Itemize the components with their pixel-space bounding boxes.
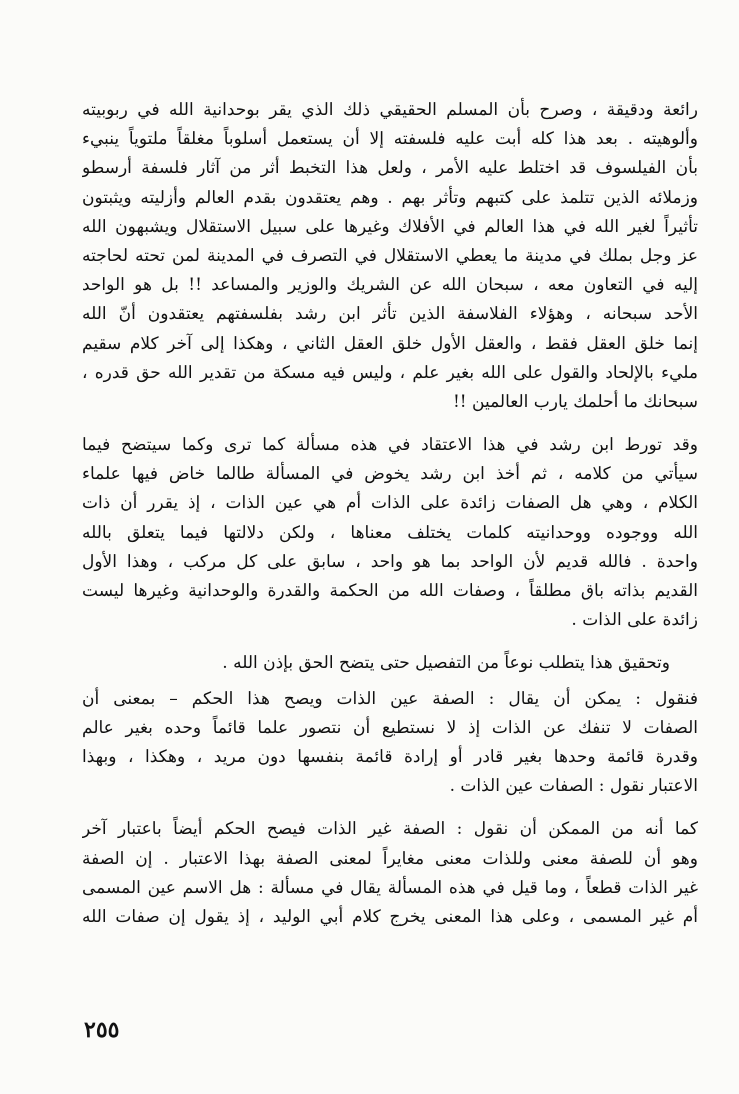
text-line: وقد تورط ابن رشد في هذا الاعتقاد في هذه مسألة كما ترى وكما سيتضح فيما	[82, 435, 698, 456]
paragraph-5	[82, 815, 698, 932]
text-line: وزملائه الذين تتلمذ على كتبهم وتأثر بهم . وهم يعتقدون بقدم العالم وأزليته ويثبتون	[82, 187, 698, 208]
text-line: وألوهيته . بعد هذا كله أبت عليه فلسفته إلا أن يستعمل أسلوباً مغلقاً ملتوياً ينبيء	[82, 129, 698, 150]
text-line: زائدة على الذات .	[571, 610, 698, 631]
paragraph-3	[82, 649, 698, 678]
text-line: وقدرة قائمة وحدها بغير قادر أو إرادة قائمة بنفسها دون مريد ، وهكذا ، وبهذا	[82, 746, 698, 767]
text-line: الاعتبار نقول : الصفات عين الذات .	[449, 776, 698, 797]
text-line: الله ووجوده ووحدانيته كلمات يختلف معناها ، ولكن دلالتها فيما يتعلق بالله	[82, 522, 698, 543]
text-line: مليء بالإلحاد والقول على الله بغير علم ، وليس فيه مسكة من تقدير الله حق قدره ،	[82, 362, 698, 383]
text-line: واحدة . فالله قديم لأن الواحد بما هو واحد ، سابق على كل مركب ، وهذا الأول	[82, 551, 698, 572]
text-line: الصفات لا تنفك عن الذات إذ لا نستطيع أن نتصور علما قائماً وحده بغير عالم	[82, 717, 698, 738]
paragraph-2	[82, 431, 698, 635]
text-line: وهو أن للصفة معنى وللذات معنى مغايراً لمعنى الصفة بهذا الاعتبار . إن الصفة	[82, 848, 698, 869]
text-line: إنما خلق العقل فقط ، والعقل الأول خلق العقل الثاني ، وهكذا إلى آخر كلام سقيم	[82, 333, 698, 354]
text-line: كما أنه من الممكن أن نقول : الصفة غير الذات فيصح الحكم أيضاً باعتبار آخر	[82, 819, 698, 840]
text-line: الكلام ، وهي هل الصفات زائدة على الذات أم هي عين الذات ، إذ يقرر أن ذات	[82, 493, 698, 514]
text-line: تأثيراً لغير الله في هذا العالم في الأفلاك وغيرها على سبيل الاستقلال ويشبهون الله	[82, 216, 698, 237]
text-line: رائعة ودقيقة ، وصرح بأن المسلم الحقيقي ذلك الذي يقر بوحدانية الله في ربوبيته	[82, 100, 698, 120]
text-line: فنقول : يمكن أن يقال : الصفة عين الذات ويصح هذا الحكم – بمعنى أن	[82, 688, 698, 709]
text-line: القديم بذاته باق مطلقاً ، وصفات الله من الحكمة والقدرة والوحدانية وغيرها ليست	[82, 581, 698, 601]
text-line: أم غير المسمى ، وعلى هذا المعنى يخرج كلام أبي الوليد ، إذ يقول إن صفات الله	[82, 906, 698, 927]
text-line: الأحد سبحانه ، وهؤلاء الفلاسفة الذين تأثر ابن رشد بفلسفتهم يعتقدون أنّ الله	[82, 304, 698, 325]
text-line: سبحانك ما أحلمك يارب العالمين !!	[452, 391, 698, 412]
text-line: وتحقيق هذا يتطلب نوعاً من التفصيل حتى يتضح الحق بإذن الله .	[222, 653, 670, 674]
text-line: سيأتي من كلامه ، ثم أخذ ابن رشد يخوض في المسألة طالما خاض فيها علماء	[82, 464, 698, 485]
text-line: بأن الفيلسوف قد اختلط عليه الأمر ، ولعل هذا التخبط أثر من آثار فلسفة أرسطو	[82, 158, 698, 179]
text-line: إليه في التعاون معه ، سبحان الله عن الشريك والوزير والمساعد !! بل هو الواحد	[82, 275, 698, 296]
page-number: ٢٥٥	[84, 1017, 120, 1043]
text-line: عز وجل بملك في مدينة ما يعطي الاستقلال في التصرف في المدينة لمن تحته لحاجته	[82, 245, 698, 266]
paragraph-1	[82, 96, 698, 417]
paragraph-4	[82, 685, 698, 802]
text-line: غير الذات قطعاً ، وما قيل في هذه المسألة يقال في مسألة : هل الاسم عين المسمى	[82, 877, 698, 898]
page-body	[82, 96, 698, 932]
